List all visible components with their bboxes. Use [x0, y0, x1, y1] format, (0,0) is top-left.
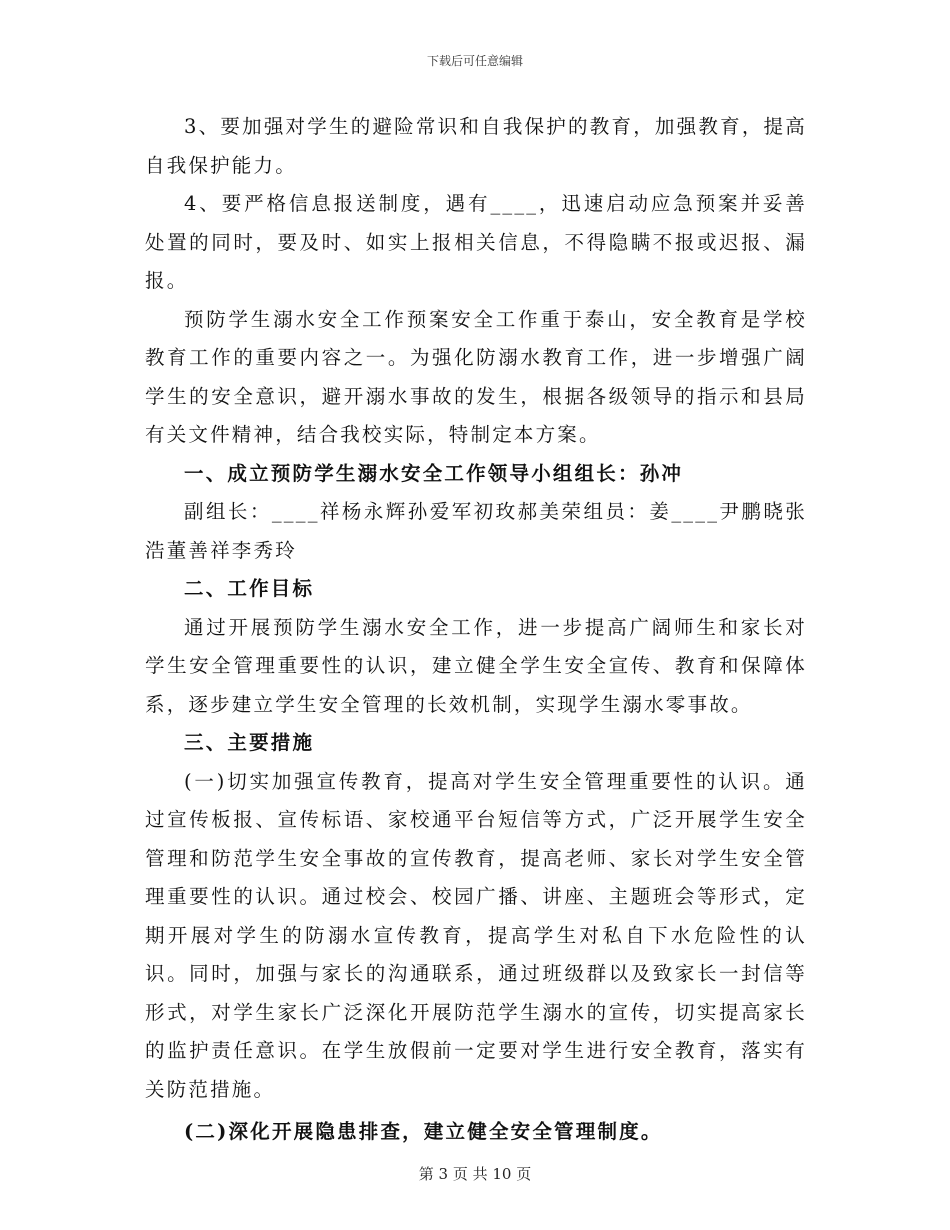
paragraph-members: 副组长：____祥杨永辉孙爱军初玫郝美荣组员：姜____尹鹏晓张浩董善祥李秀玲 — [145, 500, 807, 562]
paragraph-goals: 通过开展预防学生溺水安全工作，进一步提高广阔师生和家长对学生安全管理重要性的认识，建立健全学生安全宣传、教育和保障体系，逐步建立学生安全管理的长效机制，实现学生溺水零事故。 — [145, 615, 807, 716]
page-number: 第 3 页 共 10 页 — [418, 1165, 532, 1183]
heading-measure-2: (二)深化开展隐患排查，建立健全安全管理制度。 — [184, 1120, 663, 1143]
heading-section-1: 一、成立预防学生溺水安全工作领导小组组长：孙冲 — [184, 461, 684, 485]
paragraph-item-3: 3、要加强对学生的避险常识和自我保护的教育，加强教育，提高自我保护能力。 — [145, 115, 807, 177]
heading-section-3: 三、主要措施 — [184, 731, 315, 754]
paragraph-item-4: 4、要严格信息报送制度，遇有____，迅速启动应急预案并妥善处置的同时，要及时、如实上报相关信息，不得隐瞒不报或迟报、漏报。 — [145, 192, 807, 292]
header-note: 下载后可任意编辑 — [426, 54, 523, 68]
heading-section-2: 二、工作目标 — [184, 577, 315, 600]
paragraph-intro: 预防学生溺水安全工作预案安全工作重于泰山，安全教育是学校教育工作的重要内容之一。为强化防溺水教育工作，进一步增强广阔学生的安全意识，避开溺水事故的发生，根据各级领导的指示和县局有关文件精神，结合我校实际，特制定本方案。 — [145, 307, 807, 446]
paragraph-measure-1: (一)切实加强宣传教育，提高对学生安全管理重要性的认识。通过宣传板报、宣传标语、家校通平台短信等方式，广泛开展学生安全管理和防范学生安全事故的宣传教育，提高老师、家长对学生安全管理重要性的认识。通过校会、校园广播、讲座、主题班会等形式，定期开展对学生的防溺水宣传教育，提高学生对私自下水危险性的认识。同时，加强与家长的沟通联系，通过班级群以及致家长一封信等形式，对学生家长广泛深化开展防范学生溺水的宣传，切实提高家长的监护责任意识。在学生放假前一定要对学生进行安全教育，落实有关防范措施。 — [145, 769, 807, 1101]
document-body — [145, 108, 807, 1152]
